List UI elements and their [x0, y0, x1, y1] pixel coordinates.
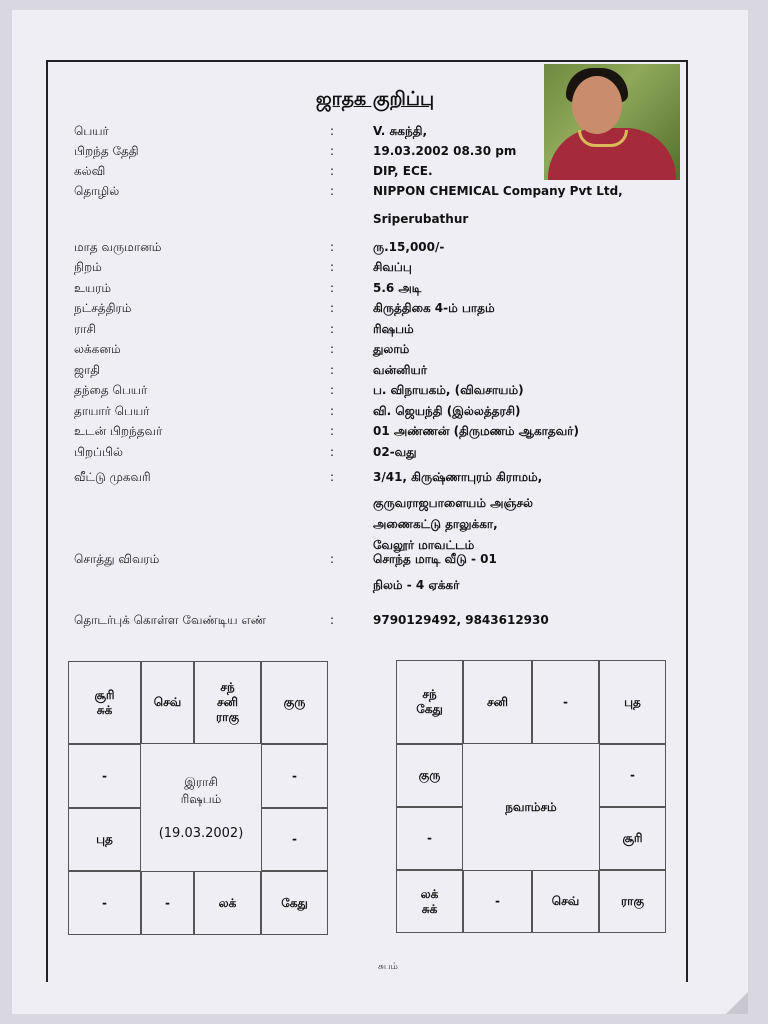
detail-value: 01 அண்ணன் (திருமணம் ஆகாதவர்) [373, 424, 579, 438]
navamsa-house-cell: ராகு [599, 870, 666, 933]
detail-row [0, 363, 768, 383]
detail-value: சிவப்பு [373, 260, 412, 274]
detail-row [0, 383, 768, 403]
detail-row [0, 342, 768, 362]
detail-row [0, 552, 768, 572]
page-curl [726, 992, 748, 1014]
detail-label: பிறப்பில் [74, 445, 123, 459]
detail-colon: : [330, 445, 335, 459]
navamsa-house-cell: - [396, 807, 463, 870]
detail-value: 3/41, கிருஷ்ணாபுரம் கிராமம், [373, 470, 543, 484]
detail-label: ராசி [74, 322, 96, 336]
rasi-house-cell: கேது [261, 871, 328, 935]
detail-row [0, 322, 768, 342]
detail-colon: : [330, 342, 335, 356]
detail-value: 02-வது [373, 445, 417, 459]
rasi-house-cell: புத [68, 808, 141, 871]
detail-value: வி. ஜெயந்தி (இல்லத்தரசி) [373, 404, 521, 418]
navamsa-house-cell: சனி [463, 660, 532, 744]
navamsa-house-cell: புத [599, 660, 666, 744]
rasi-house-cell: லக் [194, 871, 261, 935]
detail-colon: : [330, 383, 335, 397]
document-title: ஜாதக குறிப்பு [315, 88, 435, 110]
rasi-house-cell: - [68, 744, 141, 808]
detail-value: 19.03.2002 08.30 pm [373, 144, 517, 158]
detail-colon: : [330, 470, 335, 484]
detail-row [0, 240, 768, 260]
occupation-line-2: Sriperubathur [373, 212, 469, 226]
property-line-2: நிலம் - 4 ஏக்கர் [373, 578, 460, 592]
detail-label: கல்வி [74, 164, 106, 178]
detail-value: ரிஷபம் [373, 322, 414, 336]
navamsa-center-name: நவாம்சம் [505, 799, 557, 814]
detail-row [0, 184, 768, 204]
rasi-house-cell: சந் சனி ராகு [194, 661, 261, 744]
address-line-2: குருவராஜபாளையம் அஞ்சல் [373, 496, 534, 510]
footer-mark: சுபம் [378, 962, 398, 972]
detail-value: DIP, ECE. [373, 164, 433, 178]
detail-label: தந்தை பெயர் [74, 383, 148, 397]
detail-value: துலாம் [373, 342, 410, 356]
detail-label: தொழில் [74, 184, 120, 198]
detail-value: சொந்த மாடி வீடு - 01 [373, 552, 497, 566]
detail-value: V. சுகந்தி, [373, 124, 428, 138]
navamsa-house-cell: சூரி [599, 807, 666, 870]
navamsa-house-cell: குரு [396, 744, 463, 807]
navamsa-house-cell: - [599, 744, 666, 807]
detail-row [0, 424, 768, 444]
detail-value: 9790129492, 9843612930 [373, 613, 549, 627]
navamsa-house-cell: செவ் [532, 870, 599, 933]
detail-label: சொத்து விவரம் [74, 552, 160, 566]
navamsa-chart-center [463, 744, 599, 870]
rasi-house-cell: - [261, 808, 328, 871]
detail-label: வீட்டு முகவரி [74, 470, 151, 484]
detail-colon: : [330, 404, 335, 418]
rasi-house-cell: சூரி சுக் [68, 661, 141, 744]
detail-row [0, 613, 768, 633]
detail-colon: : [330, 613, 335, 627]
rasi-chart-center [141, 744, 261, 871]
detail-label: உடன் பிறந்தவர் [74, 424, 163, 438]
rasi-house-cell: - [141, 871, 194, 935]
detail-label: தாயார் பெயர் [74, 404, 150, 418]
detail-row [0, 301, 768, 321]
detail-value: ப. விநாயகம், (விவசாயம்) [373, 383, 524, 397]
detail-colon: : [330, 260, 335, 274]
detail-colon: : [330, 240, 335, 254]
detail-value: ரு.15,000/- [373, 240, 445, 254]
rasi-house-cell: - [261, 744, 328, 808]
navamsa-house-cell: லக் சுக் [396, 870, 463, 933]
navamsa-house-cell: - [532, 660, 599, 744]
detail-row [0, 470, 768, 490]
detail-label: பெயர் [74, 124, 109, 138]
address-line-3: அணைகட்டு தாலுக்கா, [373, 517, 498, 531]
detail-colon: : [330, 281, 335, 295]
detail-row [0, 404, 768, 424]
detail-row [0, 124, 768, 144]
detail-row [0, 144, 768, 164]
detail-label: உயரம் [74, 281, 112, 295]
address-line-4: வேலூர் மாவட்டம் [373, 538, 475, 552]
detail-colon: : [330, 322, 335, 336]
rasi-house-cell: செவ் [141, 661, 194, 744]
detail-colon: : [330, 424, 335, 438]
detail-value: வன்னியர் [373, 363, 428, 377]
detail-row [0, 281, 768, 301]
detail-colon: : [330, 124, 335, 138]
detail-label: தொடர்புக் கொள்ள வேண்டிய எண் [74, 613, 266, 627]
detail-row [0, 260, 768, 280]
detail-label: நட்சத்திரம் [74, 301, 132, 315]
rasi-center-name: இராசி ரிஷபம் [180, 774, 222, 806]
detail-label: மாத வருமானம் [74, 240, 162, 254]
detail-colon: : [330, 552, 335, 566]
navamsa-house-cell: - [463, 870, 532, 933]
detail-label: லக்கனம் [74, 342, 121, 356]
detail-label: நிறம் [74, 260, 102, 274]
detail-value: NIPPON CHEMICAL Company Pvt Ltd, [373, 184, 623, 198]
rasi-house-cell: - [68, 871, 141, 935]
detail-row [0, 445, 768, 465]
detail-value: கிருத்திகை 4-ம் பாதம் [373, 301, 495, 315]
detail-colon: : [330, 164, 335, 178]
detail-row [0, 164, 768, 184]
navamsa-house-cell: சந் கேது [396, 660, 463, 744]
rasi-house-cell: குரு [261, 661, 328, 744]
detail-value: 5.6 அடி [373, 281, 422, 295]
rasi-center-date: (19.03.2002) [158, 825, 244, 841]
detail-label: ஜாதி [74, 363, 101, 377]
detail-colon: : [330, 363, 335, 377]
detail-colon: : [330, 184, 335, 198]
detail-label: பிறந்த தேதி [74, 144, 139, 158]
detail-colon: : [330, 144, 335, 158]
detail-colon: : [330, 301, 335, 315]
